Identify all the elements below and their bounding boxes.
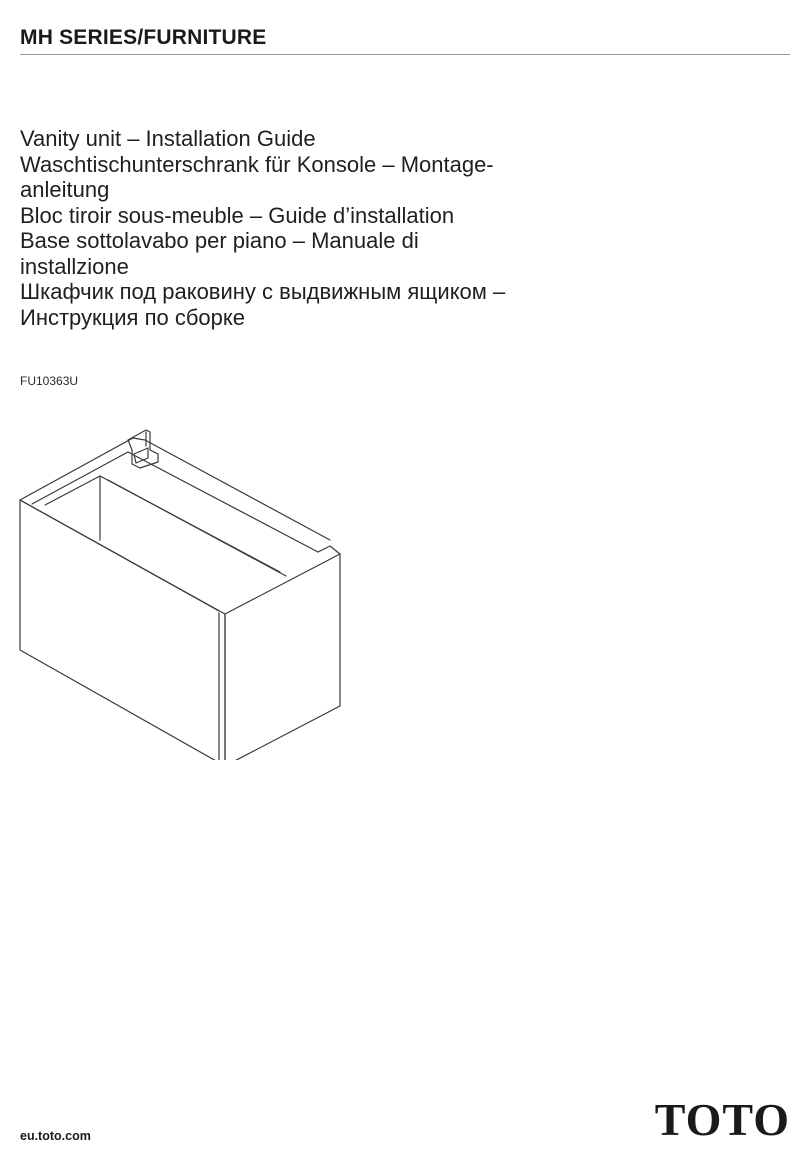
drawer-side-top [45,476,100,505]
side-notch [318,546,340,554]
vanity-unit-drawing-icon [0,410,360,760]
title-line-it-2: installzione [20,253,129,279]
footer-url[interactable]: eu.toto.com [20,1129,91,1143]
drawer-front-panel [20,500,225,760]
drawer-side-inner [108,480,286,576]
carcass-inner-back [32,452,128,504]
mounting-bracket [128,430,158,468]
document-code: FU10363U [20,374,79,388]
title-line-fr: Bloc tiroir sous-meuble – Guide d’installation [20,202,455,228]
title-line-en: Vanity unit – Installation Guide [20,126,316,151]
title-line-it-1: Base sottolavabo per piano – Manuale di [20,228,419,253]
title-block [20,126,580,330]
front-top-edge [20,500,219,611]
toto-logo: TOTO [654,1094,790,1145]
page-header [20,24,790,55]
carcass-back-edge [20,438,145,500]
series-title: MH SERIES/FURNITURE [20,26,267,49]
side-panel [225,554,340,760]
top-rail-outer [145,440,330,540]
top-rail-inner [128,452,318,552]
title-line-ru-1: Шкафчик под раковину с выдвижным ящиком – [20,279,506,304]
title-line-ru-2: Инструкция по сборке [20,304,246,330]
title-line-de-2: anleitung [20,177,110,202]
vanity-unit-illustration [0,410,360,760]
title-line-de-1: Waschtischunterschrank für Konsole – Montage- [20,151,494,177]
